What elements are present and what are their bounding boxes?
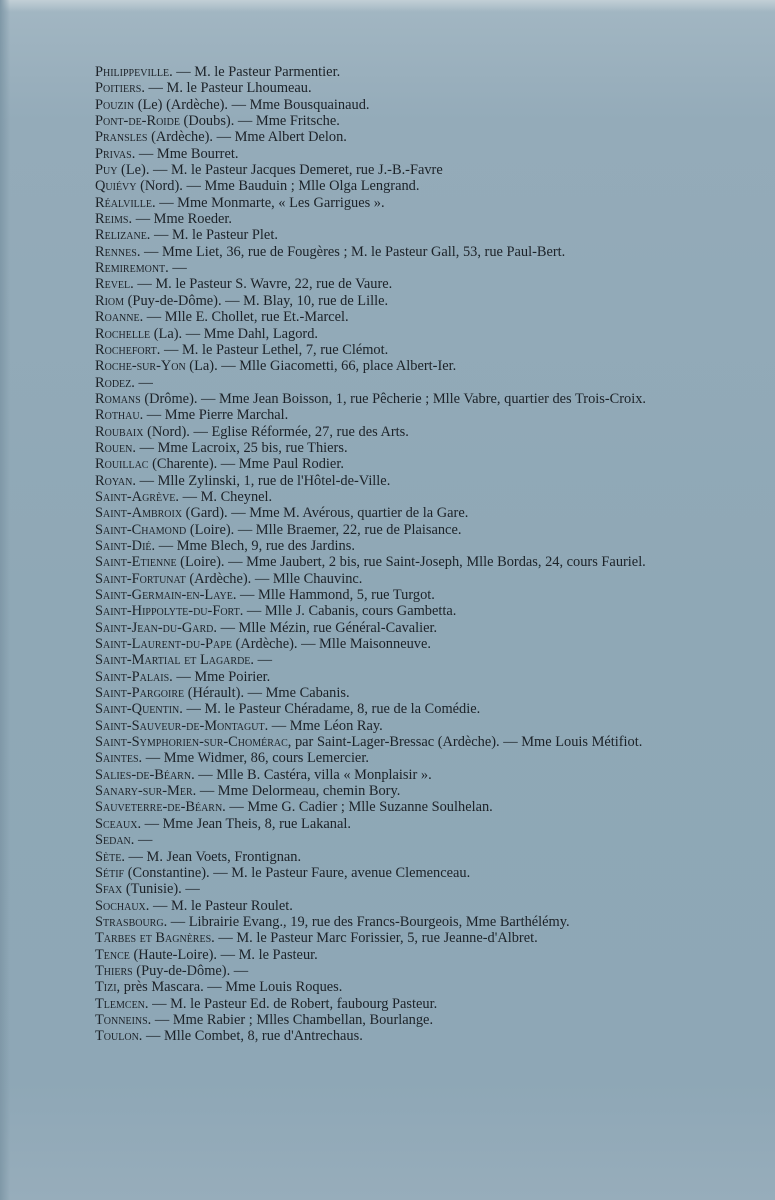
list-item <box>95 113 745 129</box>
entry-details: — M. le Pasteur Parmentier. <box>172 64 341 80</box>
entry-details: (Tunisie). — <box>122 881 200 898</box>
list-item <box>95 701 745 717</box>
list-item <box>95 783 745 799</box>
entry-details: près Mascara. — Mme Louis Roques. <box>120 979 343 996</box>
entry-place: Saint-Ambroix <box>95 505 183 522</box>
entry-details: (Drôme). — Mme Jean Boisson, 1, rue Pêcherie ; Mlle Vabre, quartier des Trois-Croix. <box>140 390 647 407</box>
entry-place: Saint-Agrève. <box>95 488 179 505</box>
entry-details: — Mme Widmer, 86, cours Lemercier. <box>142 750 369 767</box>
entry-place: Strasbourg. <box>95 913 168 930</box>
entry-place: Réalville. <box>95 194 156 211</box>
entry-place: Rochefort. <box>95 341 161 358</box>
entry-details: — M. Jean Voets, Frontignan. <box>124 848 302 865</box>
entry-place: Revel. <box>95 276 134 293</box>
entry-place: Saint-Laurent-du-Pape <box>95 636 232 653</box>
entry-place: Rouillac <box>95 456 149 473</box>
list-item <box>95 64 745 80</box>
list-item <box>95 571 745 587</box>
page-top-edge <box>0 0 775 12</box>
entry-details: — M. le Pasteur Marc Forissier, 5, rue Jeanne-d'Albret. <box>214 930 538 947</box>
list-item <box>95 326 745 342</box>
entry-place: Rochelle <box>95 325 151 342</box>
entry-place: Relizane. <box>95 227 151 244</box>
entry-place: Saint-Pargoire <box>95 685 185 702</box>
list-item <box>95 979 745 995</box>
list-item <box>95 440 745 456</box>
entry-place: Sfax <box>95 881 123 898</box>
entry-details: (Nord). — Eglise Réformée, 27, rue des Arts. <box>143 423 409 440</box>
entry-place: Sceaux. <box>95 815 142 832</box>
entry-place: Sanary-sur-Mer. <box>95 783 197 800</box>
list-item <box>95 162 745 178</box>
list-item <box>95 587 745 603</box>
entry-details: (Ardèche). — Mme Albert Delon. <box>147 129 347 146</box>
entry-place: Roubaix <box>95 423 144 440</box>
entry-place: Saintes. <box>95 750 143 767</box>
entry-place: Sochaux. <box>95 897 150 914</box>
list-item <box>95 554 745 570</box>
entry-details: (La). — Mme Dahl, Lagord. <box>150 325 318 342</box>
list-item <box>95 227 745 243</box>
list-item <box>95 750 745 766</box>
entry-place: Reims. <box>95 211 133 228</box>
entry-place: Rouen. <box>95 439 136 456</box>
entry-details: — Mme Blech, 9, rue des Jardins. <box>155 537 355 554</box>
entry-place: Tarbes et Bagnères. <box>95 930 215 947</box>
list-item <box>95 996 745 1012</box>
list-item <box>95 538 745 554</box>
entry-details: — <box>254 652 272 669</box>
entry-details: — Mme Delormeau, chemin Bory. <box>196 783 401 800</box>
list-item <box>95 620 745 636</box>
list-item <box>95 898 745 914</box>
entry-details: (Nord). — Mme Bauduin ; Mlle Olga Lengrand. <box>136 178 420 195</box>
entry-details: — Mlle Mézin, rue Général-Cavalier. <box>216 619 438 636</box>
entry-details: — M. le Pasteur Roulet. <box>149 897 293 914</box>
list-item <box>95 930 745 946</box>
entry-details: (Ardèche). — Mlle Maisonneuve. <box>231 636 431 653</box>
list-item <box>95 80 745 96</box>
entry-place: Saint-Symphorien-sur-Chomérac, <box>95 734 292 751</box>
entry-details: — Librairie Evang., 19, rue des Francs-Bourgeois, Mme Barthélémy. <box>167 913 570 930</box>
page-left-edge <box>0 0 10 1200</box>
list-item <box>95 816 745 832</box>
entry-details: (Puy-de-Dôme). — <box>132 962 249 979</box>
entry-details: (Constantine). — M. le Pasteur Faure, avenue Clemenceau. <box>124 864 471 881</box>
entry-details: — <box>134 374 153 391</box>
entry-details: — M. le Pasteur Ed. de Robert, faubourg Pasteur. <box>148 995 438 1012</box>
entry-place: Thiers <box>95 962 133 979</box>
entry-place: Rennes. <box>95 243 141 260</box>
entry-details: (Loire). — Mme Jaubert, 2 bis, rue Saint-Joseph, Mlle Bordas, 24, cours Fauriel. <box>176 554 646 571</box>
entry-place: Roche-sur-Yon <box>95 358 186 375</box>
entry-place: Tence <box>95 946 130 963</box>
entry-place: Saint-Etienne <box>95 554 177 571</box>
list-item <box>95 718 745 734</box>
list-item <box>95 832 745 848</box>
entry-place: Saint-Quentin. <box>95 701 183 718</box>
entry-place: Remiremont. <box>95 260 169 277</box>
entry-place: Saint-Jean-du-Gard. <box>95 619 217 636</box>
entry-place: Saint-Germain-en-Laye. <box>95 587 237 603</box>
list-item <box>95 293 745 309</box>
entry-place: Saint-Dié. <box>95 537 156 554</box>
list-item <box>95 734 745 750</box>
entry-place: Romans <box>95 390 141 407</box>
list-item <box>95 603 745 619</box>
list-item <box>95 358 745 374</box>
list-item <box>95 1012 745 1028</box>
list-item <box>95 636 745 652</box>
entry-details: — M. Cheynel. <box>179 488 273 505</box>
list-item <box>95 914 745 930</box>
entry-details: — Mme Pierre Marchal. <box>143 407 289 424</box>
entry-place: Salies-de-Béarn. <box>95 766 195 783</box>
entry-place: Pouzin <box>95 96 135 113</box>
list-item <box>95 489 745 505</box>
entry-details: — Mlle J. Cabanis, cours Gambetta. <box>243 603 457 620</box>
entry-details: — M. le Pasteur Lethel, 7, rue Clémot. <box>160 341 389 358</box>
entry-place: Rothau. <box>95 407 144 424</box>
list-item <box>95 473 745 489</box>
entry-details: (Le). — M. le Pasteur Jacques Demeret, rue J.-B.-Favre <box>117 162 443 179</box>
entry-details: (Puy-de-Dôme). — M. Blay, 10, rue de Lille. <box>124 292 389 309</box>
list-item <box>95 522 745 538</box>
list-item <box>95 849 745 865</box>
entry-place: Pransles <box>95 129 148 146</box>
entry-details: — Mme G. Cadier ; Mlle Suzanne Soulhelan. <box>225 799 493 816</box>
list-item <box>95 178 745 194</box>
list-item <box>95 244 745 260</box>
list-item <box>95 865 745 881</box>
entry-place: Tizi, <box>95 979 121 996</box>
entry-details: — Mme Liet, 36, rue de Fougères ; M. le Pasteur Gall, 53, rue Paul-Bert. <box>140 243 566 260</box>
list-item <box>95 799 745 815</box>
list-item <box>95 1028 745 1044</box>
entry-details: — Mlle Zylinski, 1, rue de l'Hôtel-de-Ville. <box>135 472 391 489</box>
entry-place: Riom <box>95 292 125 309</box>
entry-details: (Haute-Loire). — M. le Pasteur. <box>129 946 318 963</box>
entry-details: — Mme Monmarte, « Les Garrigues ». <box>155 194 385 211</box>
entry-place: Sedan. <box>95 832 135 849</box>
entry-place: Roanne. <box>95 309 144 326</box>
list-item <box>95 97 745 113</box>
list-item <box>95 129 745 145</box>
entry-details: (Hérault). — Mme Cabanis. <box>184 685 350 702</box>
entry-details: — Mlle Combet, 8, rue d'Antrechaus. <box>142 1028 363 1045</box>
list-item <box>95 375 745 391</box>
entry-details: — Mme Lacroix, 25 bis, rue Thiers. <box>135 439 348 456</box>
entry-details: — Mme Roeder. <box>132 211 233 228</box>
list-item <box>95 391 745 407</box>
list-item <box>95 767 745 783</box>
entry-details: — Mlle Hammond, 5, rue Turgot. <box>236 587 435 603</box>
entry-details: par Saint-Lager-Bressac (Ardèche). — Mme Louis Métifiot. <box>291 734 643 751</box>
entry-place: Sétif <box>95 864 125 881</box>
entry-details: (Le) (Ardèche). — Mme Bousquainaud. <box>134 96 370 113</box>
entry-details: — <box>168 260 187 277</box>
list-item <box>95 685 745 701</box>
entry-place: Toulon. <box>95 1028 143 1045</box>
list-item <box>95 652 745 668</box>
list-item <box>95 260 745 276</box>
entry-details: (Doubs). — Mme Fritsche. <box>179 113 340 130</box>
entry-details: — M. le Pasteur Lhoumeau. <box>144 80 312 97</box>
entry-details: (Loire). — Mlle Braemer, 22, rue de Plaisance. <box>186 521 462 538</box>
list-item <box>95 342 745 358</box>
entry-details: — Mlle E. Chollet, rue Et.-Marcel. <box>143 309 349 326</box>
entry-details: — Mme Jean Theis, 8, rue Lakanal. <box>141 815 351 832</box>
address-list <box>95 64 745 1045</box>
entry-place: Royan. <box>95 472 136 489</box>
list-item <box>95 424 745 440</box>
list-item <box>95 146 745 162</box>
entry-details: (Ardèche). — Mlle Chauvinc. <box>185 570 363 587</box>
list-item <box>95 211 745 227</box>
list-item <box>95 276 745 292</box>
entry-details: — Mme Bourret. <box>135 145 239 162</box>
entry-place: Rodez. <box>95 374 135 391</box>
entry-place: Saint-Hippolyte-du-Fort. <box>95 603 244 620</box>
list-item <box>95 963 745 979</box>
list-item <box>95 407 745 423</box>
entry-details: — Mme Poirier. <box>172 668 271 685</box>
list-item <box>95 947 745 963</box>
list-item <box>95 669 745 685</box>
entry-details: — Mme Rabier ; Mlles Chambellan, Bourlange. <box>151 1011 434 1028</box>
entry-place: Sauveterre-de-Béarn. <box>95 799 226 816</box>
entry-details: — Mme Léon Ray. <box>268 717 383 734</box>
entry-place: Saint-Chamond <box>95 521 187 538</box>
list-item <box>95 505 745 521</box>
entry-place: Sète. <box>95 848 125 865</box>
list-item <box>95 309 745 325</box>
entry-place: Poitiers. <box>95 80 145 97</box>
list-item <box>95 456 745 472</box>
entry-place: Pont-de-Roide <box>95 113 180 130</box>
entry-place: Tonneins. <box>95 1011 152 1028</box>
entry-place: Saint-Sauveur-de-Montagut. <box>95 717 269 734</box>
entry-place: Saint-Fortunat <box>95 570 186 587</box>
list-item <box>95 881 745 897</box>
entry-place: Puy <box>95 162 118 179</box>
entry-place: Philippeville. <box>95 64 173 80</box>
entry-place: Saint-Martial et Lagarde. <box>95 652 254 669</box>
entry-place: Privas. <box>95 145 136 162</box>
entry-details: — M. le Pasteur Plet. <box>150 227 278 244</box>
entry-details: (La). — Mlle Giacometti, 66, place Albert-Ier. <box>185 358 457 375</box>
entry-details: — <box>134 832 153 849</box>
list-item <box>95 195 745 211</box>
entry-place: Saint-Palais. <box>95 668 173 685</box>
entry-details: (Gard). — Mme M. Avérous, quartier de la Gare. <box>182 505 469 522</box>
entry-details: — M. le Pasteur Chéradame, 8, rue de la Comédie. <box>182 701 481 718</box>
entry-place: Tlemcen. <box>95 995 149 1012</box>
entry-details: (Charente). — Mme Paul Rodier. <box>148 456 344 473</box>
entry-place: Quiévy <box>95 178 137 195</box>
entry-details: — Mlle B. Castéra, villa « Monplaisir ». <box>194 766 432 783</box>
entry-details: — M. le Pasteur S. Wavre, 22, rue de Vaure. <box>133 276 393 293</box>
